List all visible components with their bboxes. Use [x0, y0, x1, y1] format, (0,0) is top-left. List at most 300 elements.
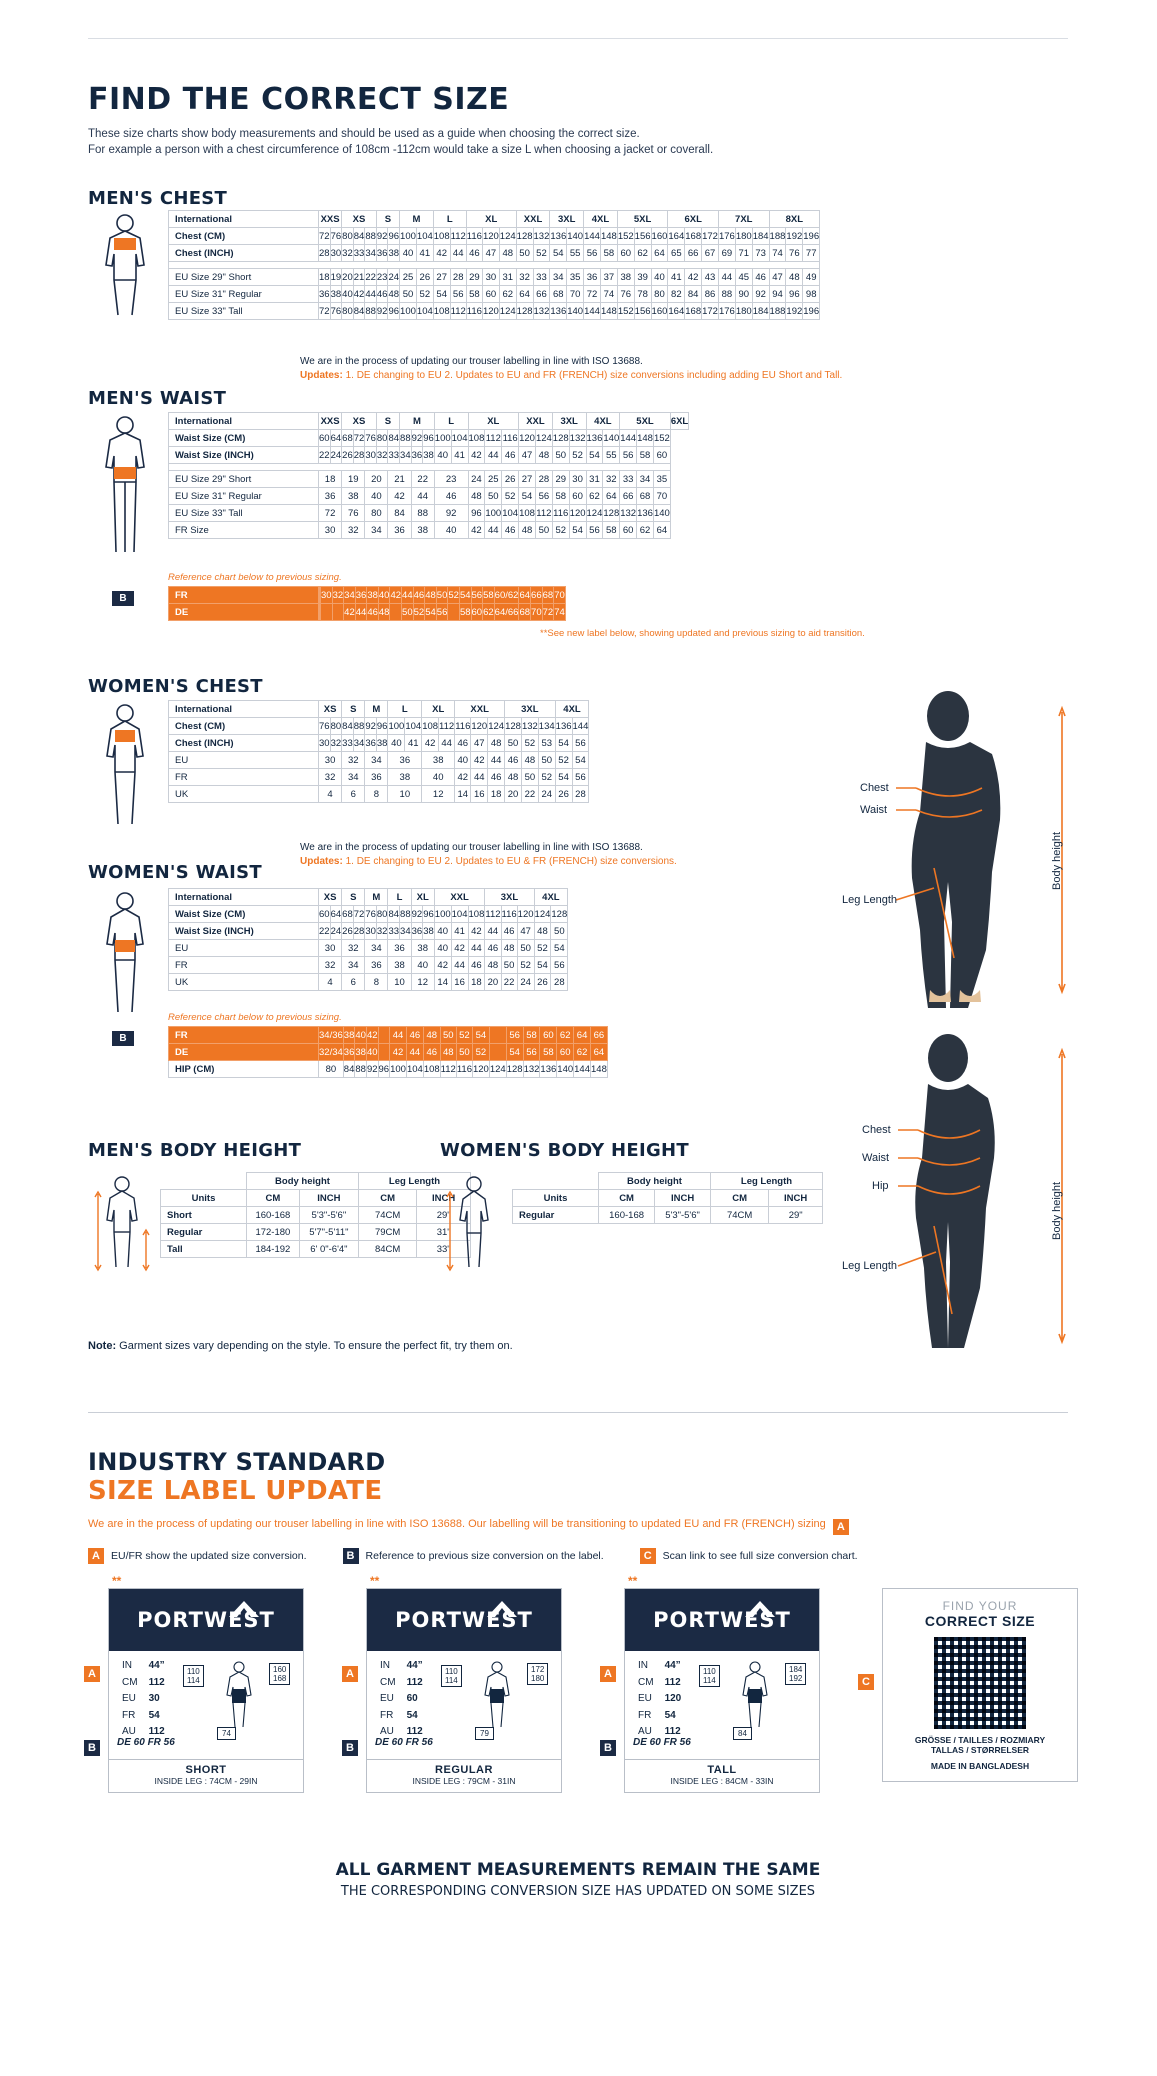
cell: 20 [342, 269, 354, 286]
cell: 48 [786, 269, 803, 286]
cell: 132 [533, 303, 550, 320]
cell: 16 [451, 974, 468, 991]
row-label: Chest (CM) [169, 718, 319, 735]
cell: 46 [488, 769, 505, 786]
lbl-fr: FR [380, 1709, 394, 1721]
table-row [169, 303, 820, 320]
male-chest-label: Chest [860, 782, 889, 794]
intro-line-1: These size charts show body measurements and should be used as a guide when choosing the correct size. [88, 128, 640, 140]
mens-waist-heading: MEN'S WAIST [88, 388, 227, 409]
cell: 38 [355, 1044, 367, 1061]
cell: 56 [471, 587, 483, 604]
cell: 26 [342, 447, 354, 464]
row-label: Chest (INCH) [169, 735, 319, 752]
lbl-eu: EU [122, 1693, 136, 1704]
cell: 18 [488, 786, 505, 803]
cell: 55 [603, 447, 620, 464]
cell: 19 [330, 269, 342, 286]
val-cm: 112 [406, 1676, 423, 1688]
col-inch: INCH [655, 1190, 711, 1207]
cell: 28 [535, 471, 552, 488]
cell: 36 [411, 447, 423, 464]
cell: 60 [482, 286, 499, 303]
cell: 46 [468, 957, 485, 974]
side-top: 110 [187, 1667, 200, 1676]
cell: 112 [439, 718, 455, 735]
badge-b: B [112, 591, 134, 606]
col-cm-2: CM [711, 1190, 769, 1207]
cell: 74 [769, 245, 786, 262]
cell: 88 [353, 718, 365, 735]
cell: 34 [365, 522, 388, 539]
cell: 108 [433, 228, 450, 245]
cell: 76 [330, 303, 342, 320]
badge-b-card-3: B [600, 1740, 616, 1756]
cell: 58 [637, 447, 654, 464]
cell: 50 [505, 735, 522, 752]
cell: 84 [342, 718, 354, 735]
cell: 30 [365, 923, 377, 940]
cell: 72 [584, 286, 601, 303]
cell: 42 [388, 488, 411, 505]
cell: 32 [319, 957, 342, 974]
cell: 100 [400, 303, 417, 320]
cell: 80 [342, 303, 354, 320]
cell: 120 [472, 1061, 489, 1078]
footer-line-1: ALL GARMENT MEASUREMENTS REMAIN THE SAME [335, 1860, 821, 1880]
cell: 23 [376, 269, 388, 286]
inside-leg-3: INSIDE LEG : 84CM - 33IN [670, 1776, 774, 1786]
portwest-logo-icon [745, 1601, 775, 1617]
cell: 80 [319, 1061, 344, 1078]
cell: 50 [521, 769, 538, 786]
cell: 128 [552, 430, 569, 447]
cell: 46 [485, 940, 501, 957]
cell: 22 [319, 447, 331, 464]
cell: 60 [617, 245, 634, 262]
qr-line-1: FIND YOUR [942, 1599, 1018, 1613]
cell: 47 [517, 923, 534, 940]
cell: 18 [319, 269, 331, 286]
col-xxs: XXS [319, 413, 342, 430]
cell: 77 [803, 245, 820, 262]
cell: 48 [440, 1044, 456, 1061]
cell: 76 [319, 718, 331, 735]
cell: 64/66 [494, 604, 519, 621]
side-bottom: 114 [187, 1676, 200, 1685]
cell: 32/34 [319, 1044, 344, 1061]
cell: 100 [400, 228, 417, 245]
col-m: M [365, 701, 388, 718]
label-body-3 [625, 1651, 819, 1759]
cell: 32 [516, 269, 533, 286]
col-leg-length: Leg Length [711, 1173, 823, 1190]
womens-body-height-heading: WOMEN'S BODY HEIGHT [440, 1140, 689, 1161]
cell: 42 [468, 923, 485, 940]
row-label: Regular [161, 1224, 247, 1241]
cell: 26 [502, 471, 519, 488]
label-body-1 [109, 1651, 303, 1759]
cell: 92 [365, 718, 377, 735]
cell: 92 [376, 303, 388, 320]
cell: 56 [572, 735, 589, 752]
cell: 72 [319, 505, 342, 522]
cell: 140 [567, 228, 584, 245]
cell: 80 [342, 228, 354, 245]
cell: 40 [434, 940, 451, 957]
cell: 66 [531, 587, 543, 604]
cell: 55 [567, 245, 584, 262]
female-height-figure-icon [442, 1172, 506, 1272]
table-row [513, 1207, 823, 1224]
lbl-fr: FR [122, 1709, 136, 1721]
updates-label: Updates: [300, 370, 343, 381]
cell: 36 [343, 1044, 355, 1061]
cell: 27 [519, 471, 536, 488]
cell: 188 [769, 228, 786, 245]
cell: 35 [653, 471, 670, 488]
cell: 196 [803, 228, 820, 245]
cell: 84 [353, 228, 365, 245]
col-xl: XL [466, 211, 516, 228]
table-row [169, 447, 689, 464]
cell: 38 [617, 269, 634, 286]
row-label: EU Size 29" Short [169, 269, 319, 286]
cell: 46 [501, 923, 517, 940]
previous-size-3: DE 60 FR 56 [633, 1737, 691, 1748]
cell: 26 [416, 269, 433, 286]
col-xxl: XXL [434, 889, 485, 906]
cell: 36 [388, 522, 411, 539]
col-international: International [169, 413, 319, 430]
female-waist-label: Waist [862, 1152, 890, 1164]
cell: 64 [574, 1027, 591, 1044]
mens-waist-table [168, 412, 689, 539]
cell: 60 [620, 522, 637, 539]
cell: 42 [433, 245, 450, 262]
col-xs: XS [342, 211, 377, 228]
qr-code-icon[interactable] [934, 1637, 1026, 1729]
cell: 52 [502, 488, 519, 505]
row-label: Chest (INCH) [169, 245, 319, 262]
cell: 50 [517, 940, 534, 957]
cell: 120 [482, 303, 499, 320]
height-bottom: 168 [273, 1674, 287, 1683]
cell: 140 [603, 430, 620, 447]
cell: 88 [365, 228, 377, 245]
cell: 172-180 [247, 1224, 300, 1241]
cell: 43 [702, 269, 719, 286]
row-label: FR Size [169, 522, 319, 539]
cell: 58 [459, 604, 471, 621]
cell: 140 [557, 1061, 574, 1078]
cell: 56 [620, 447, 637, 464]
cell: 28 [353, 447, 365, 464]
table-row [169, 228, 820, 245]
cell: 56 [535, 488, 552, 505]
cell: 144 [572, 718, 589, 735]
cell: 54 [534, 957, 551, 974]
cell: 96 [376, 718, 388, 735]
cell: 84CM [359, 1241, 417, 1258]
update-2: 2. Updates to EU and FR (FRENCH) size conversions including adding EU Short and Tall. [444, 370, 843, 381]
cell: 104 [405, 718, 422, 735]
col-l: L [433, 211, 466, 228]
update-1: 1. DE changing to EU [345, 370, 442, 381]
cell: 136 [540, 1061, 557, 1078]
cell: 42 [451, 940, 468, 957]
col-4xl: 4XL [534, 889, 568, 906]
brand-header-3 [625, 1589, 819, 1651]
height-top: 172 [531, 1665, 545, 1674]
col-3xl: 3XL [485, 889, 534, 906]
cell: 29" [769, 1207, 823, 1224]
asterisk-2: ** [370, 1574, 380, 1588]
side-measure-1 [183, 1665, 204, 1687]
cell: 192 [786, 303, 803, 320]
table-row [161, 1224, 471, 1241]
cell: 44 [468, 940, 485, 957]
cell: 34 [365, 940, 388, 957]
cell: 148 [637, 430, 654, 447]
cell: 180 [735, 303, 752, 320]
col-6xl: 6XL [668, 211, 719, 228]
cell: 41 [451, 923, 468, 940]
cell: 62 [634, 245, 651, 262]
previous-size-1: DE 60 FR 56 [117, 1737, 175, 1748]
male-waist-figure-icon [88, 412, 162, 560]
cell: 38 [330, 286, 342, 303]
cell: 24 [330, 923, 342, 940]
cell: 34 [344, 587, 356, 604]
cell: 21 [388, 471, 411, 488]
cell: 60 [569, 488, 586, 505]
female-height-label: Body height [1051, 1181, 1063, 1240]
row-label: EU [169, 940, 319, 957]
cell: 30 [319, 752, 342, 769]
cell: 72 [319, 228, 331, 245]
cell: 4 [319, 974, 342, 991]
note-text: Garment sizes vary depending on the style. To ensure the perfect fit, try them on. [116, 1340, 513, 1352]
cell: 94 [769, 286, 786, 303]
cell: 36 [388, 752, 422, 769]
cell: 34/36 [319, 1027, 344, 1044]
legend-text-a: EU/FR show the updated size conversion. [111, 1550, 307, 1562]
cell: 64 [519, 587, 531, 604]
table-row [169, 245, 820, 262]
cell: 54 [569, 522, 586, 539]
cell: 46 [466, 245, 482, 262]
cell: 41 [405, 735, 422, 752]
cell: 5'3"-5'6" [299, 1207, 358, 1224]
val-fr: 54 [664, 1709, 676, 1721]
cell: 65 [668, 245, 685, 262]
table-row [169, 718, 589, 735]
col-xs: XS [319, 701, 342, 718]
cell: 60 [319, 906, 331, 923]
cell: 88 [718, 286, 735, 303]
intro-text [88, 126, 713, 158]
cell: 73 [752, 245, 769, 262]
col-xxs: XXS [319, 211, 342, 228]
cell: 124 [535, 430, 552, 447]
cell: 52 [416, 286, 433, 303]
label-figure-icon-1 [213, 1659, 265, 1731]
val-in: 44” [664, 1660, 681, 1671]
mens-waist-notice-1: We are in the process of updating our trouser labelling in line with ISO 13688. [300, 356, 643, 367]
col-units: Units [161, 1190, 247, 1207]
cell: 26 [342, 923, 354, 940]
cell: 84 [388, 906, 400, 923]
col-xs: XS [319, 889, 342, 906]
cell: 40 [422, 769, 455, 786]
col-units: Units [513, 1190, 599, 1207]
cell: 30 [319, 940, 342, 957]
cell: 40 [651, 269, 668, 286]
cell: 68 [342, 430, 354, 447]
cell: 68 [550, 286, 567, 303]
cell: 128 [505, 718, 522, 735]
row-label: FR [169, 587, 319, 604]
cell: 41 [416, 245, 433, 262]
mens-waist-previous-table [168, 586, 566, 621]
side-top: 110 [703, 1667, 716, 1676]
row-label: Tall [161, 1241, 247, 1258]
legend-text-b: Reference to previous size conversion on the label. [365, 1550, 604, 1562]
cell: 67 [702, 245, 719, 262]
cell: 68 [637, 488, 654, 505]
cell: 50 [440, 1027, 456, 1044]
col-xxl: XXL [519, 413, 553, 430]
cell: 164 [668, 303, 685, 320]
row-label: Waist Size (INCH) [169, 447, 319, 464]
cell: 108 [468, 906, 485, 923]
cell: 62 [499, 286, 516, 303]
row-label: Regular [513, 1207, 599, 1224]
cell: 26 [534, 974, 551, 991]
lbl-eu: EU [638, 1693, 652, 1704]
table-subheader-row [161, 1190, 471, 1207]
col-international: International [169, 889, 319, 906]
cell: 136 [550, 303, 567, 320]
inside-leg-2: INSIDE LEG : 79CM - 31IN [412, 1776, 516, 1786]
badge-a: A [833, 1519, 849, 1535]
cell: 18 [319, 471, 342, 488]
cell: 144 [584, 228, 601, 245]
cell: 96 [468, 505, 485, 522]
portwest-logo-icon [487, 1601, 517, 1617]
mens-waist-ref-note: Reference chart below to previous sizing. [168, 572, 342, 583]
fit-name-1: SHORT [185, 1764, 227, 1776]
cell: 48 [488, 735, 505, 752]
table-row [169, 906, 568, 923]
cell: 46 [502, 447, 519, 464]
cell: 6 [342, 786, 365, 803]
badge-a-card-3: A [600, 1666, 616, 1682]
cell: 37 [600, 269, 617, 286]
cell: 50 [552, 447, 569, 464]
table-row [169, 752, 589, 769]
height-measure-2 [527, 1663, 548, 1685]
cell: 120 [519, 430, 536, 447]
cell: 54 [551, 940, 568, 957]
top-divider [88, 38, 1068, 39]
cell: 70 [567, 286, 584, 303]
col-l: L [434, 413, 468, 430]
col-body-height: Body height [247, 1173, 359, 1190]
cell: 40 [434, 447, 451, 464]
badge-a-card-1: A [84, 1666, 100, 1682]
cell: 28 [450, 269, 466, 286]
cell: 31 [586, 471, 603, 488]
qr-foot-2: TALLAS / STØRRELSER [930, 1745, 1030, 1755]
cell: 98 [803, 286, 820, 303]
side-measure-2 [441, 1665, 462, 1687]
cell: 34 [550, 269, 567, 286]
cell: 136 [637, 505, 654, 522]
table-row [169, 430, 689, 447]
cell: 48 [499, 245, 516, 262]
cell: 40 [342, 286, 354, 303]
updates-label: Updates: [300, 856, 343, 867]
table-row [169, 1061, 608, 1078]
cell: 54 [519, 488, 536, 505]
cell: 92 [752, 286, 769, 303]
cell: 22 [365, 269, 377, 286]
cell: 70 [653, 488, 670, 505]
val-cm: 112 [148, 1676, 165, 1688]
cell: 24 [330, 447, 342, 464]
cell: 38 [388, 769, 422, 786]
cell: 164 [668, 228, 685, 245]
cell: 44 [406, 1044, 423, 1061]
val-eu: 60 [406, 1693, 418, 1704]
badge-a: A [88, 1548, 104, 1564]
cell: 78 [634, 286, 651, 303]
cell: 44 [485, 522, 502, 539]
cell: 46 [367, 604, 379, 621]
cell: 112 [535, 505, 552, 522]
cell: 74CM [359, 1207, 417, 1224]
badge-a-card-2: A [342, 1666, 358, 1682]
note-label: Note: [88, 1340, 117, 1352]
val-eu: 120 [664, 1693, 682, 1704]
label-card-regular [346, 1574, 562, 1793]
cell: 96 [423, 906, 435, 923]
cell: 44 [402, 587, 414, 604]
cell: 38 [388, 245, 400, 262]
height-top: 160 [273, 1665, 287, 1674]
cell: 40 [378, 587, 390, 604]
female-leg-label: Leg Length [842, 1260, 898, 1272]
mens-waist-notice-2 [300, 370, 842, 381]
brand-name-2: PORTWEST [395, 1608, 533, 1632]
lbl-in: IN [122, 1660, 132, 1671]
cell: 30 [330, 245, 342, 262]
row-label: EU Size 31" Regular [169, 286, 319, 303]
industry-title-1: INDUSTRY STANDARD [88, 1448, 386, 1476]
cell: 53 [538, 735, 555, 752]
lbl-au: AU [380, 1726, 394, 1737]
cell: 96 [378, 1061, 390, 1078]
cell: 148 [591, 1061, 608, 1078]
col-international: International [169, 701, 319, 718]
cell: 52 [456, 1027, 472, 1044]
cell: 10 [388, 974, 411, 991]
cell: 60 [653, 447, 670, 464]
cell: 30 [569, 471, 586, 488]
cell: 48 [519, 522, 536, 539]
